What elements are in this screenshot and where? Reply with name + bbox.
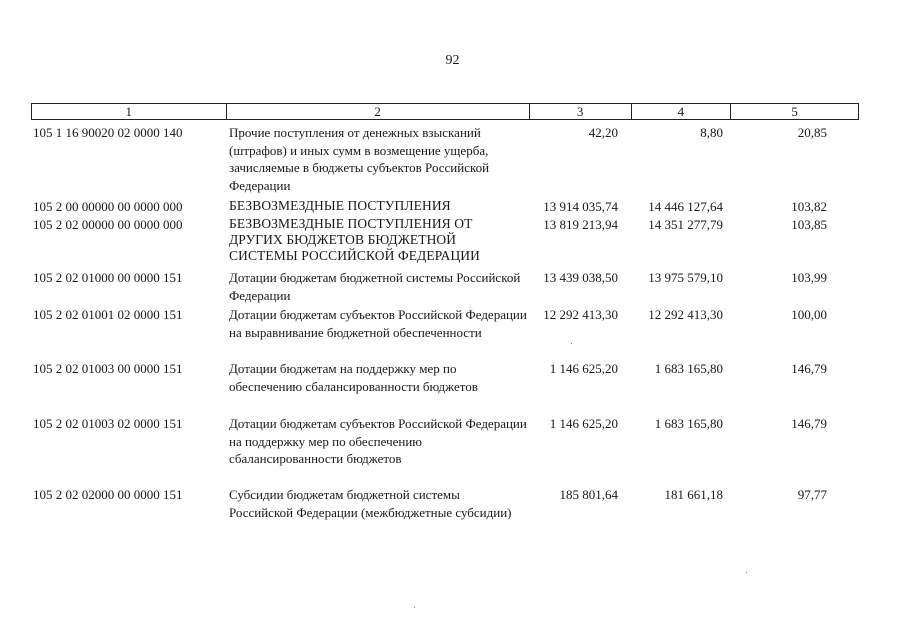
row-name: Дотации бюджетам на поддержку мер по обеспечению сбалансированности бюджетов [229, 361, 478, 394]
row-value-col5: 146,79 [791, 361, 827, 376]
row-value-col4: 13 975 579,10 [648, 270, 723, 285]
row-code: 105 1 16 90020 02 0000 140 [33, 125, 183, 140]
row-value-col4: 8,80 [700, 125, 723, 140]
page-number: 92 [445, 53, 460, 68]
table-header-row [31, 103, 859, 120]
row-value-col5: 146,79 [791, 416, 827, 431]
row-name: БЕЗВОЗМЕЗДНЫЕ ПОСТУПЛЕНИЯ ОТ ДРУГИХ БЮДЖЕТОВ БЮДЖЕТНОЙ СИСТЕМЫ РОССИЙСКОЙ ФЕДЕРАЦИИ [229, 216, 480, 263]
row-value-col4: 14 351 277,79 [648, 217, 723, 232]
row-value-col4: 181 661,18 [664, 487, 723, 502]
scan-speck [414, 607, 415, 608]
row-value-col4: 12 292 413,30 [648, 307, 723, 322]
column-header-4: 4 [632, 104, 732, 119]
column-header-3: 3 [530, 104, 632, 119]
row-code: 105 2 02 01000 00 0000 151 [33, 270, 183, 285]
row-value-col3: 13 914 035,74 [543, 199, 618, 214]
scan-speck [746, 572, 747, 573]
column-header-1: 1 [32, 104, 227, 119]
row-value-col5: 100,00 [791, 307, 827, 322]
row-value-col4: 1 683 165,80 [654, 361, 723, 376]
row-value-col4: 14 446 127,64 [648, 199, 723, 214]
row-value-col3: 1 146 625,20 [549, 361, 618, 376]
row-value-col3: 12 292 413,30 [543, 307, 618, 322]
scan-speck [571, 343, 572, 344]
row-value-col5: 97,77 [797, 487, 827, 502]
row-value-col3: 13 819 213,94 [543, 217, 618, 232]
row-code: 105 2 02 01003 02 0000 151 [33, 416, 183, 431]
row-name: Дотации бюджетам субъектов Российской Федерации на поддержку мер по обеспечению сбалансированности бюджетов [229, 416, 527, 466]
row-value-col5: 20,85 [797, 125, 827, 140]
row-value-col5: 103,99 [791, 270, 827, 285]
row-value-col5: 103,82 [791, 199, 827, 214]
row-value-col3: 42,20 [588, 125, 618, 140]
row-name: Прочие поступления от денежных взысканий (штрафов) и иных сумм в возмещение ущерба, зачисляемые в бюджеты субъектов Российской Федерации [229, 125, 490, 193]
column-header-5: 5 [791, 104, 798, 119]
row-code: 105 2 02 00000 00 0000 000 [33, 217, 183, 232]
row-code: 105 2 02 02000 00 0000 151 [33, 487, 183, 502]
column-header-2: 2 [227, 104, 530, 119]
row-code: 105 2 02 01003 00 0000 151 [33, 361, 183, 376]
row-name: Дотации бюджетам субъектов Российской Федерации на выравнивание бюджетной обеспеченности [229, 307, 527, 340]
row-code: 105 2 02 01001 02 0000 151 [33, 307, 183, 322]
row-value-col5: 103,85 [791, 217, 827, 232]
row-value-col3: 13 439 038,50 [543, 270, 618, 285]
row-name: БЕЗВОЗМЕЗДНЫЕ ПОСТУПЛЕНИЯ [229, 198, 451, 213]
row-value-col4: 1 683 165,80 [654, 416, 723, 431]
row-name: Дотации бюджетам бюджетной системы Российской Федерации [229, 270, 521, 303]
row-value-col3: 1 146 625,20 [549, 416, 618, 431]
row-code: 105 2 00 00000 00 0000 000 [33, 199, 183, 214]
row-value-col3: 185 801,64 [559, 487, 618, 502]
row-name: Субсидии бюджетам бюджетной системы Российской Федерации (межбюджетные субсидии) [229, 487, 512, 520]
